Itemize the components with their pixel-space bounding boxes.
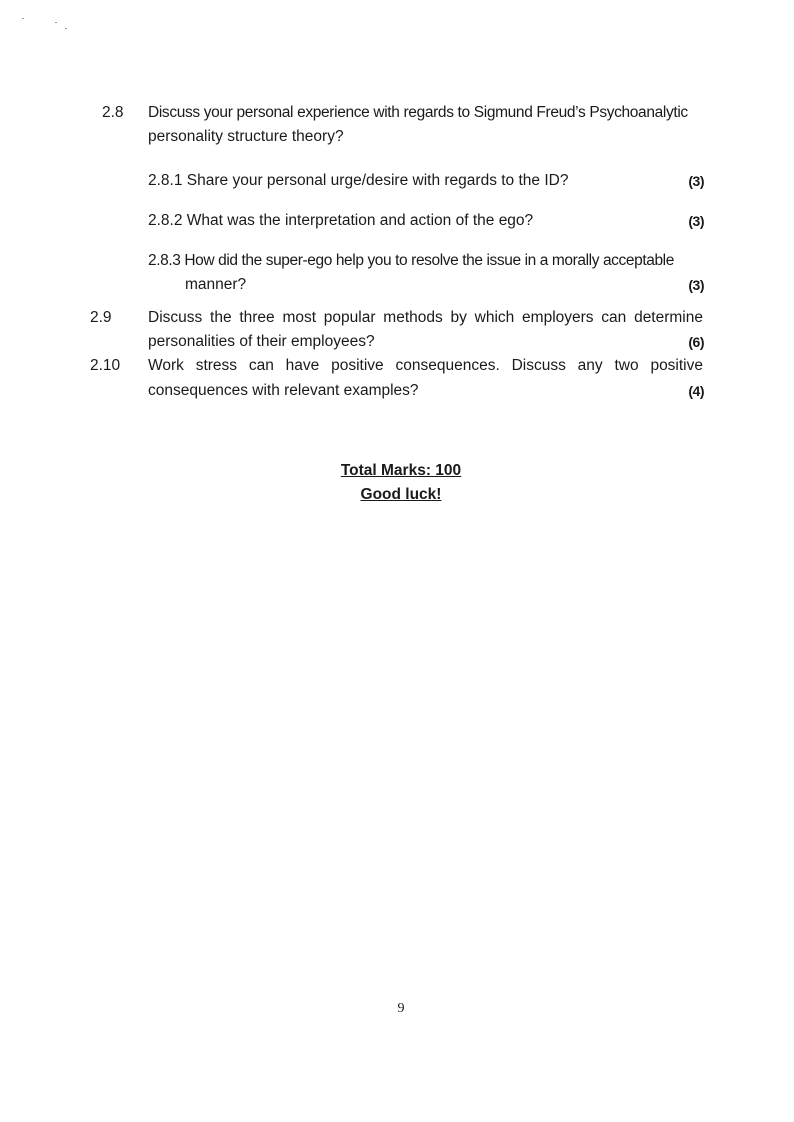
question-number: 2.8 <box>102 104 124 121</box>
question-marks: (3) <box>688 173 704 189</box>
question-marks: (6) <box>688 334 704 350</box>
sub-question-text: manner? <box>185 276 247 293</box>
page-number: 9 <box>397 1001 405 1016</box>
sub-question-text: 2.8.2 What was the interpretation and action of the ego? <box>148 212 534 229</box>
sub-question-text: 2.8.3 How did the super-ego help you to resolve the issue in a morally acceptable <box>148 252 674 269</box>
scan-speck <box>22 18 24 19</box>
good-luck: Good luck! <box>360 486 442 503</box>
question-marks: (3) <box>688 213 704 229</box>
question-marks: (4) <box>688 383 704 399</box>
question-text: personality structure theory? <box>148 128 344 145</box>
sub-question-text: 2.8.1 Share your personal urge/desire with regards to the ID? <box>148 172 569 189</box>
question-number: 2.10 <box>90 357 121 374</box>
scan-speck <box>55 22 57 23</box>
question-text: Discuss your personal experience with regards to Sigmund Freud’s Psychoanalytic <box>148 104 688 121</box>
question-marks: (3) <box>688 277 704 293</box>
scan-speck <box>65 28 67 29</box>
question-text: consequences with relevant examples? <box>148 382 419 399</box>
total-marks: Total Marks: 100 <box>340 462 462 479</box>
question-text: personalities of their employees? <box>148 333 375 350</box>
question-number: 2.9 <box>90 309 112 326</box>
question-text: Discuss the three most popular methods by which employers can determine <box>148 309 703 326</box>
question-text: Work stress can have positive consequences. Discuss any two positive <box>148 357 703 374</box>
